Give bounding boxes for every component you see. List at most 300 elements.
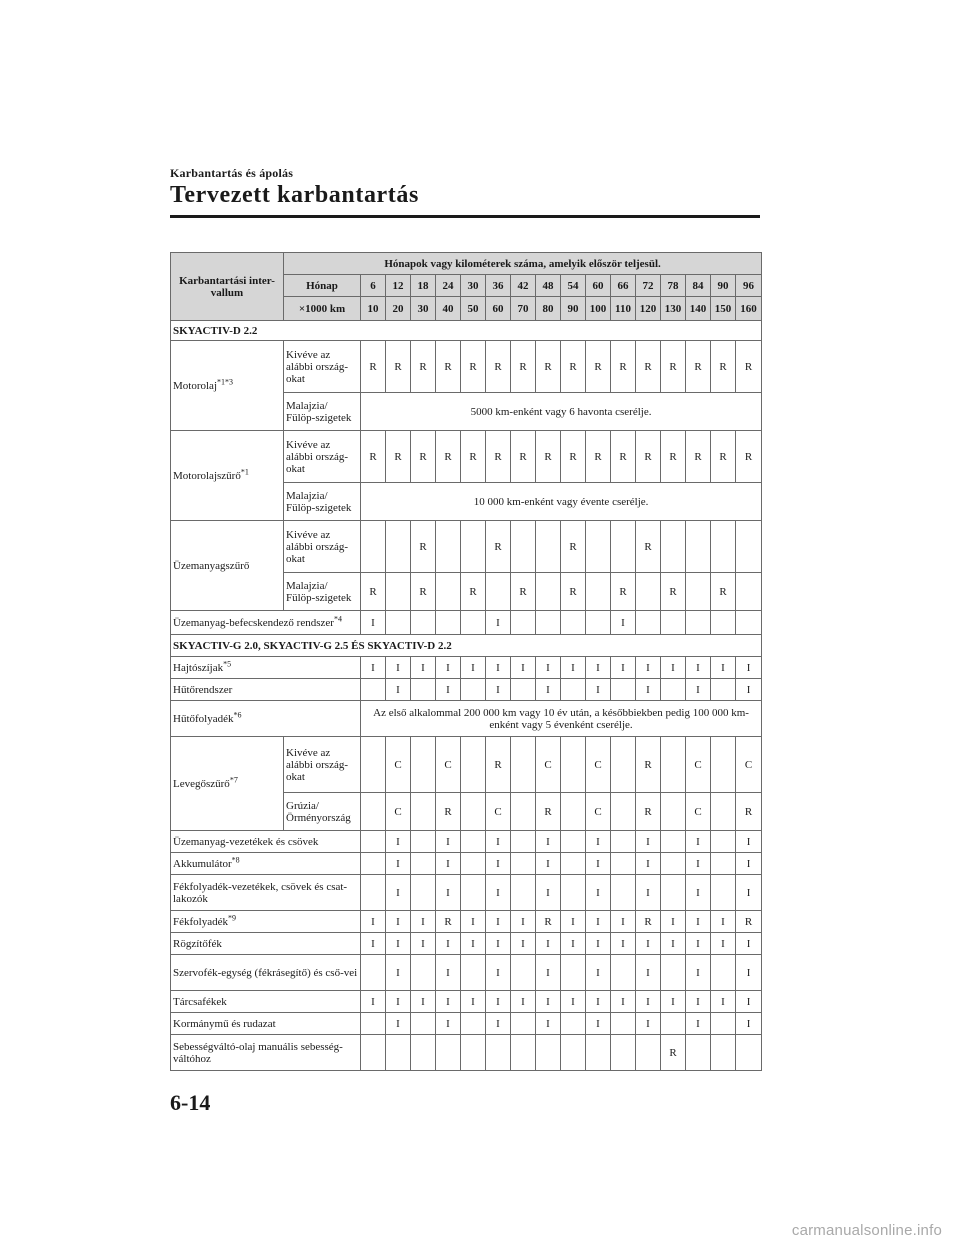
section-row-skyactiv-g: SKYACTIV-G 2.0, SKYACTIV-G 2.5 ÉS SKYACTIV-D 2.2: [171, 635, 762, 657]
schedule-cell: R: [461, 431, 486, 483]
schedule-cell: I: [386, 991, 411, 1013]
schedule-cell: R: [486, 737, 511, 793]
month-header-cell: 66: [611, 275, 636, 297]
row-label-text: Levegőszűrő: [173, 777, 230, 790]
schedule-cell: I: [436, 657, 461, 679]
row-label-text: Üzemanyagszűrő: [173, 559, 250, 572]
km-header-cell: 40: [436, 297, 461, 321]
schedule-cell: I: [686, 991, 711, 1013]
schedule-cell: [711, 875, 736, 911]
schedule-cell: I: [611, 911, 636, 933]
month-header-cell: 54: [561, 275, 586, 297]
row-label-tarcsafekek: Tárcsafékek: [171, 991, 361, 1013]
footnote-ref: *4: [333, 613, 342, 623]
schedule-cell: [536, 1035, 561, 1071]
schedule-cell: I: [436, 679, 461, 701]
schedule-cell: R: [711, 431, 736, 483]
row-label-text: Motorolajszűrő: [173, 469, 241, 482]
schedule-cell: R: [386, 341, 411, 393]
schedule-cell: I: [511, 657, 536, 679]
schedule-cell: [436, 521, 461, 573]
schedule-cell: C: [686, 737, 711, 793]
schedule-cell: [711, 679, 736, 701]
footnote-ref: *1*3: [217, 376, 233, 386]
schedule-cell: I: [636, 875, 661, 911]
schedule-cell: I: [436, 991, 461, 1013]
footnote-ref: *7: [229, 774, 238, 784]
km-header-cell: 140: [686, 297, 711, 321]
schedule-cell: I: [486, 911, 511, 933]
schedule-cell: [486, 1035, 511, 1071]
schedule-cell: [586, 573, 611, 611]
schedule-cell: I: [586, 955, 611, 991]
schedule-cell: [611, 831, 636, 853]
schedule-cell: I: [536, 657, 561, 679]
schedule-cell: [361, 679, 386, 701]
row-label-text: Akkumulátor: [173, 857, 232, 870]
sub-label: Kivéve az alábbi ország-okat: [284, 737, 361, 793]
schedule-cell: I: [436, 933, 461, 955]
footnote-ref: *6: [233, 709, 242, 719]
schedule-cell: I: [586, 679, 611, 701]
km-header-cell: 160: [736, 297, 762, 321]
month-header-cell: 48: [536, 275, 561, 297]
schedule-cell: [661, 611, 686, 635]
schedule-cell: [411, 831, 436, 853]
schedule-cell: R: [411, 431, 436, 483]
row-label-befecskendezo: [171, 611, 361, 635]
km-header-cell: 130: [661, 297, 686, 321]
schedule-cell: [611, 1013, 636, 1035]
schedule-cell: I: [486, 611, 511, 635]
schedule-cell: I: [486, 933, 511, 955]
schedule-cell: I: [586, 1013, 611, 1035]
schedule-cell: [586, 1035, 611, 1071]
row-label-kormanymu: Kormánymű és rudazat: [171, 1013, 361, 1035]
schedule-cell: I: [736, 875, 762, 911]
row-label-rogzitofek: Rögzítőfék: [171, 933, 361, 955]
schedule-cell: I: [486, 991, 511, 1013]
schedule-cell: I: [736, 933, 762, 955]
schedule-cell: [361, 1013, 386, 1035]
schedule-cell: [511, 1013, 536, 1035]
month-header-cell: 84: [686, 275, 711, 297]
schedule-cell: [411, 853, 436, 875]
schedule-cell: [386, 521, 411, 573]
schedule-cell: [411, 955, 436, 991]
sub-label: Malajzia/ Fülöp-szigetek: [284, 393, 361, 431]
schedule-cell: [661, 831, 686, 853]
schedule-cell: R: [411, 341, 436, 393]
schedule-cell: I: [636, 1013, 661, 1035]
schedule-cell: I: [386, 679, 411, 701]
schedule-cell: I: [586, 875, 611, 911]
footnote-ref: *9: [227, 912, 236, 922]
month-header-cell: 12: [386, 275, 411, 297]
schedule-cell: R: [536, 793, 561, 831]
schedule-cell: [411, 1035, 436, 1071]
schedule-cell: I: [536, 853, 561, 875]
schedule-cell: I: [686, 911, 711, 933]
sub-label: Kivéve az alábbi ország-okat: [284, 341, 361, 393]
maintenance-schedule-table: [170, 252, 762, 1071]
schedule-cell: R: [411, 573, 436, 611]
schedule-cell: R: [361, 431, 386, 483]
schedule-cell: I: [686, 955, 711, 991]
km-header-cell: 150: [711, 297, 736, 321]
schedule-cell: R: [436, 793, 461, 831]
section-row-skyactiv-d: SKYACTIV-D 2.2: [171, 321, 762, 341]
schedule-cell: I: [736, 991, 762, 1013]
schedule-cell: [611, 875, 636, 911]
schedule-cell: R: [436, 431, 461, 483]
schedule-cell: [411, 611, 436, 635]
schedule-cell: I: [686, 875, 711, 911]
schedule-cell: I: [486, 679, 511, 701]
schedule-cell: [611, 1035, 636, 1071]
row-label-motorolajszuro: [171, 431, 284, 521]
schedule-cell: [661, 853, 686, 875]
row-label-akkumulator: [171, 853, 361, 875]
schedule-cell: [461, 679, 486, 701]
schedule-cell: C: [386, 737, 411, 793]
schedule-cell: I: [436, 955, 461, 991]
schedule-cell: I: [586, 657, 611, 679]
schedule-cell: I: [686, 853, 711, 875]
footnote-ref: *5: [223, 658, 232, 668]
schedule-cell: C: [736, 737, 762, 793]
schedule-cell: [436, 573, 461, 611]
schedule-cell: [611, 737, 636, 793]
schedule-cell: [661, 793, 686, 831]
schedule-cell: R: [511, 431, 536, 483]
schedule-cell: I: [686, 831, 711, 853]
watermark: carmanualsonline.info: [791, 1222, 942, 1239]
schedule-cell: I: [361, 657, 386, 679]
schedule-cell: R: [486, 431, 511, 483]
schedule-cell: R: [486, 521, 511, 573]
schedule-cell: [461, 1035, 486, 1071]
row-label-hutofolyadek: [171, 701, 361, 737]
schedule-cell: I: [536, 831, 561, 853]
schedule-cell: I: [686, 933, 711, 955]
interval-note: 5000 km-enként vagy 6 havonta cserélje.: [361, 393, 762, 431]
schedule-cell: [511, 875, 536, 911]
row-label-valtoolaj: Sebességváltó-olaj manuális sebesség-váltóhoz: [171, 1035, 361, 1071]
schedule-cell: I: [386, 911, 411, 933]
schedule-cell: [461, 1013, 486, 1035]
schedule-cell: C: [436, 737, 461, 793]
schedule-cell: R: [386, 431, 411, 483]
schedule-cell: I: [536, 1013, 561, 1035]
schedule-cell: I: [536, 679, 561, 701]
schedule-cell: [736, 573, 762, 611]
row-label-szervofek: Szervofék-egység (fékrásegítő) és cső-vei: [171, 955, 361, 991]
schedule-cell: I: [686, 679, 711, 701]
schedule-cell: [361, 737, 386, 793]
schedule-cell: [361, 1035, 386, 1071]
schedule-cell: I: [386, 657, 411, 679]
schedule-cell: I: [736, 831, 762, 853]
schedule-cell: I: [486, 1013, 511, 1035]
schedule-cell: [711, 793, 736, 831]
schedule-cell: [561, 955, 586, 991]
schedule-cell: I: [436, 1013, 461, 1035]
schedule-cell: R: [361, 573, 386, 611]
schedule-cell: I: [586, 853, 611, 875]
schedule-cell: [536, 611, 561, 635]
row-label-levegoszuro: [171, 737, 284, 831]
schedule-cell: I: [486, 853, 511, 875]
schedule-cell: I: [436, 853, 461, 875]
row-label-vezetekek: Üzemanyag-vezetékek és csövek: [171, 831, 361, 853]
schedule-cell: I: [711, 933, 736, 955]
schedule-cell: I: [361, 911, 386, 933]
schedule-cell: [661, 1013, 686, 1035]
schedule-cell: [561, 611, 586, 635]
schedule-cell: R: [461, 341, 486, 393]
schedule-cell: I: [536, 991, 561, 1013]
schedule-cell: C: [486, 793, 511, 831]
schedule-cell: [711, 955, 736, 991]
schedule-cell: R: [561, 573, 586, 611]
schedule-cell: [661, 679, 686, 701]
schedule-cell: R: [686, 431, 711, 483]
schedule-cell: R: [511, 573, 536, 611]
km-header-cell: 110: [611, 297, 636, 321]
schedule-cell: R: [536, 341, 561, 393]
schedule-cell: [711, 1013, 736, 1035]
schedule-cell: C: [586, 737, 611, 793]
schedule-cell: [511, 793, 536, 831]
schedule-cell: C: [536, 737, 561, 793]
schedule-cell: [461, 611, 486, 635]
schedule-cell: I: [711, 657, 736, 679]
schedule-cell: R: [636, 431, 661, 483]
interval-note: Az első alkalommal 200 000 km vagy 10 év után, a későbbiekben pedig 100 000 km-enként vagy 5 évenként cserélje.: [361, 701, 762, 737]
schedule-cell: R: [661, 431, 686, 483]
schedule-cell: I: [636, 853, 661, 875]
schedule-cell: R: [636, 341, 661, 393]
table-caption: Hónapok vagy kilométerek száma, amelyik először teljesül.: [284, 253, 762, 275]
row-label-fekfolyadek-vezetekek: Fékfolyadék-vezetékek, csövek és csat-lakozók: [171, 875, 361, 911]
schedule-cell: [511, 955, 536, 991]
schedule-cell: I: [561, 991, 586, 1013]
km-header-cell: 80: [536, 297, 561, 321]
schedule-cell: I: [661, 933, 686, 955]
schedule-cell: I: [436, 831, 461, 853]
schedule-cell: I: [486, 875, 511, 911]
schedule-cell: [661, 521, 686, 573]
schedule-cell: R: [711, 341, 736, 393]
sub-label: Malajzia/ Fülöp-szigetek: [284, 573, 361, 611]
schedule-cell: [461, 955, 486, 991]
schedule-cell: [461, 853, 486, 875]
schedule-cell: R: [711, 573, 736, 611]
schedule-cell: I: [536, 955, 561, 991]
schedule-cell: [686, 573, 711, 611]
schedule-cell: [386, 611, 411, 635]
month-header-cell: 36: [486, 275, 511, 297]
row-label-uzemanyagszuro: [171, 521, 284, 611]
schedule-cell: R: [661, 341, 686, 393]
schedule-cell: R: [611, 341, 636, 393]
schedule-cell: [461, 875, 486, 911]
schedule-cell: [411, 737, 436, 793]
month-label: Hónap: [284, 275, 361, 297]
schedule-cell: R: [636, 521, 661, 573]
schedule-cell: I: [411, 933, 436, 955]
schedule-cell: I: [536, 933, 561, 955]
schedule-cell: I: [411, 657, 436, 679]
schedule-cell: R: [611, 573, 636, 611]
schedule-cell: I: [661, 657, 686, 679]
schedule-cell: I: [686, 657, 711, 679]
km-header-cell: 20: [386, 297, 411, 321]
schedule-cell: I: [361, 991, 386, 1013]
schedule-cell: R: [661, 573, 686, 611]
schedule-cell: [461, 521, 486, 573]
schedule-cell: [511, 1035, 536, 1071]
schedule-cell: [386, 573, 411, 611]
schedule-cell: [411, 1013, 436, 1035]
schedule-cell: [586, 521, 611, 573]
row-label-text: Üzemanyag-befecskendező rendszer: [173, 616, 334, 629]
schedule-cell: [711, 853, 736, 875]
row-label-motorolaj: [171, 341, 284, 431]
schedule-cell: [486, 573, 511, 611]
schedule-cell: [561, 875, 586, 911]
schedule-cell: [561, 853, 586, 875]
title-divider: [170, 215, 760, 218]
schedule-cell: R: [586, 431, 611, 483]
schedule-cell: [436, 611, 461, 635]
schedule-cell: I: [411, 911, 436, 933]
schedule-cell: [636, 611, 661, 635]
schedule-cell: R: [511, 341, 536, 393]
km-header-cell: 90: [561, 297, 586, 321]
km-header-cell: 30: [411, 297, 436, 321]
schedule-cell: I: [486, 955, 511, 991]
schedule-cell: [736, 521, 762, 573]
schedule-cell: R: [436, 341, 461, 393]
schedule-cell: [511, 611, 536, 635]
row-label-hajtoszijak: [171, 657, 361, 679]
schedule-cell: [636, 1035, 661, 1071]
schedule-cell: [711, 1035, 736, 1071]
km-header-cell: 10: [361, 297, 386, 321]
schedule-cell: [511, 853, 536, 875]
schedule-cell: R: [736, 431, 762, 483]
schedule-cell: [611, 679, 636, 701]
schedule-cell: [736, 611, 762, 635]
km-header-cell: 120: [636, 297, 661, 321]
schedule-cell: [561, 831, 586, 853]
schedule-cell: I: [486, 657, 511, 679]
schedule-cell: [661, 955, 686, 991]
schedule-cell: I: [611, 611, 636, 635]
schedule-cell: I: [636, 991, 661, 1013]
row-label-text: Hajtószíjak: [173, 661, 224, 674]
schedule-cell: [661, 737, 686, 793]
schedule-cell: I: [561, 933, 586, 955]
sub-label: Malajzia/ Fülöp-szigetek: [284, 483, 361, 521]
schedule-cell: I: [736, 657, 762, 679]
row-label-fekfolyadek: [171, 911, 361, 933]
schedule-cell: [461, 793, 486, 831]
schedule-cell: [511, 831, 536, 853]
schedule-cell: R: [561, 521, 586, 573]
schedule-cell: I: [636, 933, 661, 955]
footnote-ref: *1: [240, 466, 249, 476]
schedule-cell: [686, 1035, 711, 1071]
schedule-cell: I: [636, 831, 661, 853]
schedule-cell: I: [461, 911, 486, 933]
schedule-cell: [711, 521, 736, 573]
schedule-cell: R: [461, 573, 486, 611]
schedule-cell: [511, 521, 536, 573]
schedule-cell: [461, 737, 486, 793]
km-header-cell: 100: [586, 297, 611, 321]
schedule-cell: I: [386, 875, 411, 911]
schedule-cell: I: [511, 991, 536, 1013]
schedule-cell: [611, 521, 636, 573]
month-header-cell: 90: [711, 275, 736, 297]
corner-header: Karbantartási inter-vallum: [171, 253, 284, 321]
schedule-cell: [711, 737, 736, 793]
month-header-cell: 42: [511, 275, 536, 297]
schedule-cell: [711, 611, 736, 635]
schedule-cell: [561, 737, 586, 793]
schedule-cell: [436, 1035, 461, 1071]
schedule-cell: C: [686, 793, 711, 831]
schedule-cell: I: [736, 679, 762, 701]
row-label-hutorendszer: Hűtőrendszer: [171, 679, 361, 701]
schedule-cell: I: [386, 1013, 411, 1035]
schedule-cell: [611, 955, 636, 991]
km-header-cell: 50: [461, 297, 486, 321]
schedule-cell: [561, 1013, 586, 1035]
schedule-cell: I: [686, 1013, 711, 1035]
schedule-cell: I: [511, 911, 536, 933]
schedule-cell: I: [386, 853, 411, 875]
schedule-cell: R: [636, 737, 661, 793]
schedule-cell: I: [586, 933, 611, 955]
schedule-cell: R: [611, 431, 636, 483]
month-header-cell: 24: [436, 275, 461, 297]
schedule-cell: I: [436, 875, 461, 911]
schedule-cell: I: [386, 955, 411, 991]
schedule-cell: R: [736, 911, 762, 933]
schedule-cell: I: [711, 991, 736, 1013]
sub-label: Kivéve az alábbi ország-okat: [284, 521, 361, 573]
km-header-cell: 60: [486, 297, 511, 321]
row-label-text: Motorolaj: [173, 379, 217, 392]
schedule-cell: I: [386, 831, 411, 853]
schedule-cell: [361, 955, 386, 991]
schedule-cell: R: [536, 911, 561, 933]
schedule-cell: [561, 1035, 586, 1071]
schedule-cell: I: [586, 991, 611, 1013]
sub-label: Kivéve az alábbi ország-okat: [284, 431, 361, 483]
schedule-cell: [536, 521, 561, 573]
schedule-cell: [461, 831, 486, 853]
schedule-cell: [386, 1035, 411, 1071]
schedule-cell: [561, 793, 586, 831]
schedule-cell: [411, 679, 436, 701]
schedule-cell: R: [536, 431, 561, 483]
schedule-cell: I: [411, 991, 436, 1013]
